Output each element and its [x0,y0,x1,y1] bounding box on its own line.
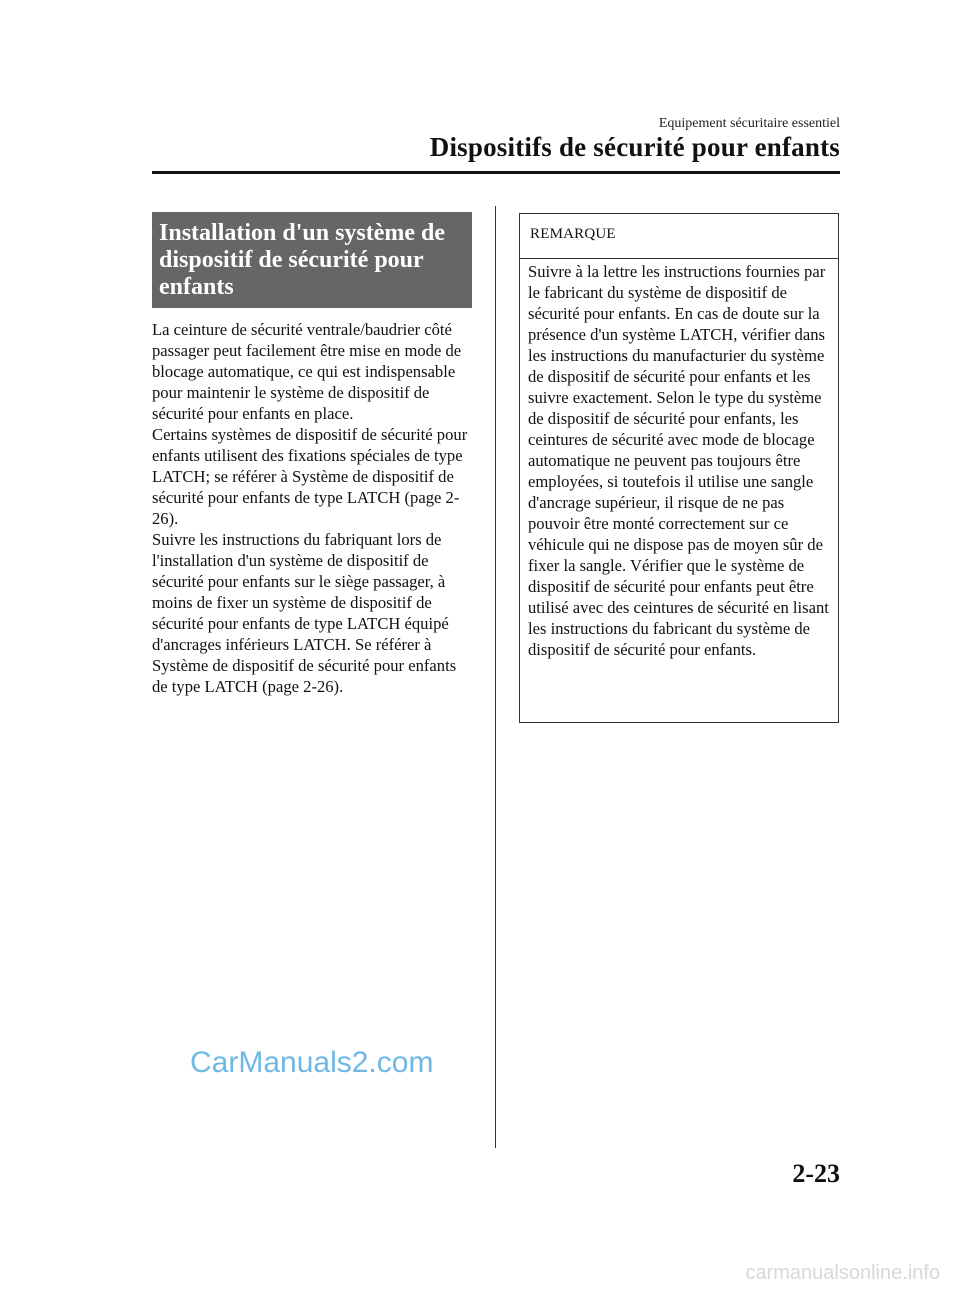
header-subtitle: Equipement sécuritaire essentiel [658,116,840,131]
footer-watermark: carmanualsonline.info [745,1262,940,1284]
watermark-logo: CarManuals2.com [190,1046,434,1079]
note-box [519,213,839,723]
note-title: REMARQUE [530,226,616,242]
left-column [152,319,474,697]
section-heading-box [152,212,472,308]
paragraph-3: Suivre les instructions du fabriquant lors de l'installation d'un système de dispositif de sécurité pour enfants sur le siège passager, à moins de fixer un système de dispositif de sécurité pour enfants de type LATCH équipé d'ancrages inférieurs LATCH. Se référer à Système de dispositif de sécurité pour enfants de type LATCH (page 2-26). [152,530,457,696]
page-number: 2-23 [792,1159,840,1188]
section-title: Installation d'un système de dispositif de sécurité pour enfants [159,220,446,300]
column-divider [495,206,496,1148]
paragraph-2: Certains systèmes de dispositif de sécurité pour enfants utilisent des fixations spéciales de type LATCH; se référer à Système de dispositif de sécurité pour enfants de type LATCH (page 2-26). [152,425,468,528]
note-divider [520,258,838,259]
header-title: Dispositifs de sécurité pour enfants [429,132,840,162]
header-rule [152,171,840,174]
note-body: Suivre à la lettre les instructions fournies par le fabricant du système de dispositif de sécurité pour enfants. En cas de doute sur la présence d'un système LATCH, vérifier dans les instructions du manufacturier du système de dispositif de sécurité pour enfants et les suivre exactement. Selon le type du système de dispositif de sécurité pour enfants, les ceintures de sécurité avec mode de blocage automatique ne peuvent pas toujours être employées, si toutefois il utilise une sangle d'ancrage supérieur, il risque de ne pas pouvoir être monté correctement sur ce véhicule qui ne dispose pas de moyen sûr de fixer la sangle. Vérifier que le système de dispositif de sécurité pour enfants peut être utilisé avec des ceintures de sécurité en lisant les instructions du fabricant du système de dispositif de sécurité pour enfants. [528,262,829,659]
paragraph-1: La ceinture de sécurité ventrale/baudrier côté passager peut facilement être mise en mode de blocage automatique, ce qui est indispensable pour maintenir le système de dispositif de sécurité pour enfants en place. [152,320,462,423]
